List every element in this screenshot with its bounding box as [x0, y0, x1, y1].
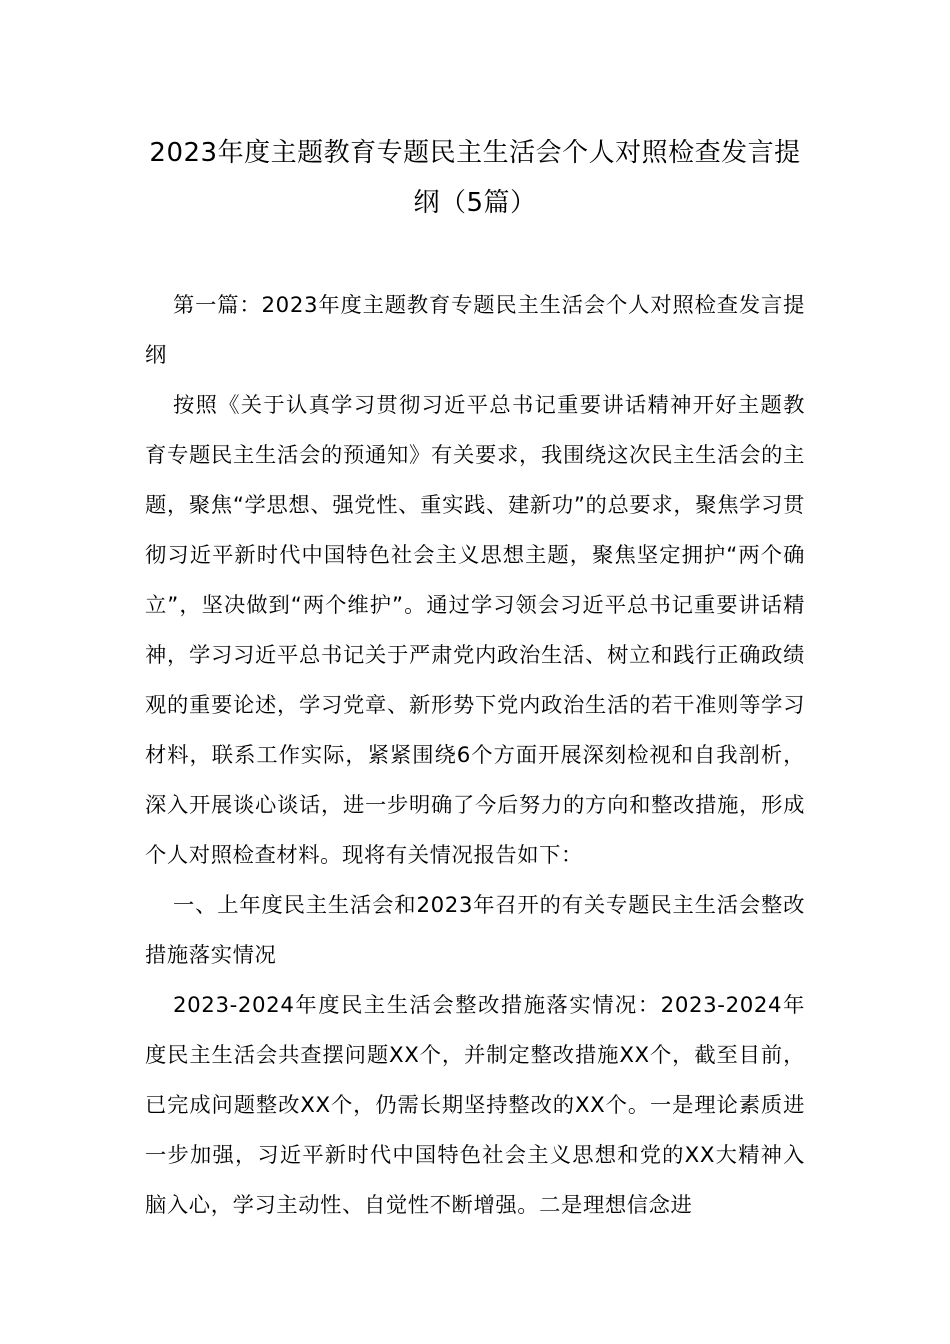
section-heading-first-article: 第一篇：2023年度主题教育专题民主生活会个人对照检查发言提纲	[145, 293, 805, 368]
document-title: 2023年度主题教育专题民主生活会个人对照检查发言提纲（5篇）	[149, 138, 801, 218]
document-body	[145, 281, 805, 1231]
section-heading-rectification: 一、上年度民主生活会和2023年召开的有关专题民主生活会整改措施落实情况	[145, 893, 805, 968]
rectification-paragraph: 2023-2024年度民主生活会整改措施落实情况：2023-2024年度民主生活会共查摆问题XX个，并制定整改措施XX个，截至目前，已完成问题整改XX个，仍需长期坚持整改的XX个。一是理论素质进一步加强，习近平新时代中国特色社会主义思想和党的XX大精神入脑入心，学习主动性、自觉性不断增强。二是理想信念进	[145, 993, 805, 1218]
intro-paragraph: 按照《关于认真学习贯彻习近平总书记重要讲话精神开好主题教育专题民主生活会的预通知》有关要求，我围绕这次民主生活会的主题，聚焦“学思想、强党性、重实践、建新功”的总要求，聚焦学习贯彻习近平新时代中国特色社会主义思想主题，聚焦坚定拥护“两个确立”，坚决做到“两个维护”。通过学习领会习近平总书记重要讲话精神，学习习近平总书记关于严肃党内政治生活、树立和践行正确政绩观的重要论述，学习党章、新形势下党内政治生活的若干准则等学习材料，联系工作实际，紧紧围绕6个方面开展深刻检视和自我剖析，深入开展谈心谈话，进一步明确了今后努力的方向和整改措施，形成个人对照检查材料。现将有关情况报告如下：	[145, 393, 805, 868]
